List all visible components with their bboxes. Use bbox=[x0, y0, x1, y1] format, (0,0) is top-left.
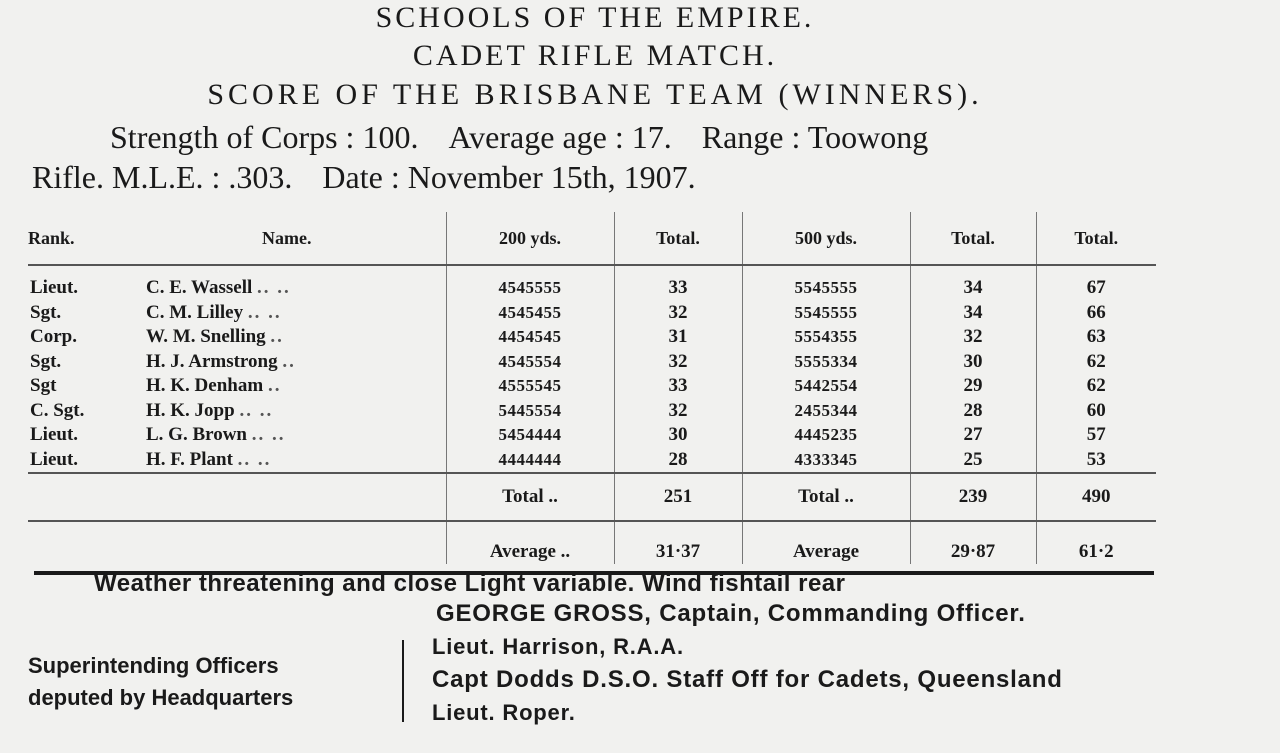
score-500-cell: 5442554 bbox=[742, 374, 910, 399]
total-500-cell: 34 bbox=[910, 301, 1036, 326]
score-200-cell: 4545555 bbox=[446, 265, 614, 301]
total-500-cell: 27 bbox=[910, 423, 1036, 448]
info-line-2 bbox=[32, 158, 696, 196]
name-cell bbox=[128, 399, 446, 424]
score-500-cell: 5555334 bbox=[742, 350, 910, 375]
totals-row bbox=[28, 473, 1156, 521]
total-label-500: Total .. bbox=[742, 473, 910, 521]
shooter-name: W. M. Snelling bbox=[146, 326, 266, 348]
score-200-cell: 4444444 bbox=[446, 448, 614, 474]
leader-dots: .. .. bbox=[257, 277, 291, 299]
rank-cell: Sgt. bbox=[30, 350, 62, 372]
average-label-500: Average bbox=[742, 521, 910, 564]
grand-total-cell: 62 bbox=[1036, 350, 1156, 375]
average-grand: 61·2 bbox=[1036, 521, 1156, 564]
leader-dots: .. bbox=[282, 350, 296, 372]
total-200-cell: 32 bbox=[614, 350, 742, 375]
score-table bbox=[28, 212, 1156, 564]
grand-total-cell: 62 bbox=[1036, 374, 1156, 399]
score-200-cell: 5445554 bbox=[446, 399, 614, 424]
title-line-1: SCHOOLS OF THE EMPIRE. bbox=[375, 1, 815, 34]
grand-total-cell: 57 bbox=[1036, 423, 1156, 448]
score-500-cell: 2455344 bbox=[742, 399, 910, 424]
total-500-cell: 25 bbox=[910, 448, 1036, 474]
rank-cell: Lieut. bbox=[30, 448, 79, 470]
shooter-name: C. E. Wassell bbox=[146, 277, 253, 299]
score-500-cell: 4445235 bbox=[742, 423, 910, 448]
info-line-1 bbox=[110, 118, 928, 156]
table-row bbox=[28, 301, 1156, 326]
sum-grand: 490 bbox=[1036, 473, 1156, 521]
name-cell bbox=[128, 374, 446, 399]
average-500: 29·87 bbox=[910, 521, 1036, 564]
table-row bbox=[28, 448, 1156, 474]
name-cell bbox=[128, 301, 446, 326]
table-row bbox=[28, 350, 1156, 375]
score-500-cell: 5545555 bbox=[742, 265, 910, 301]
rank-cell: C. Sgt. bbox=[30, 399, 85, 421]
total-200-cell: 31 bbox=[614, 325, 742, 350]
total-500-cell: 34 bbox=[910, 265, 1036, 301]
score-500-cell: 5554355 bbox=[742, 325, 910, 350]
name-cell bbox=[128, 423, 446, 448]
total-200-cell: 32 bbox=[614, 301, 742, 326]
table-header-row bbox=[28, 212, 1156, 265]
header-name: Name. bbox=[128, 212, 446, 265]
average-200: 31·37 bbox=[614, 521, 742, 564]
shooter-name: H. K. Jopp bbox=[146, 399, 235, 421]
officer-2: Capt Dodds D.S.O. Staff Off for Cadets, Queensland bbox=[432, 666, 1063, 693]
title-line-3: SCORE OF THE BRISBANE TEAM (WINNERS). bbox=[207, 78, 983, 111]
table-row bbox=[28, 374, 1156, 399]
table-row bbox=[28, 399, 1156, 424]
commanding-officer: GEORGE GROSS, Captain, Commanding Officer. bbox=[436, 600, 1026, 627]
leader-dots: .. .. bbox=[239, 399, 274, 421]
name-cell bbox=[128, 265, 446, 301]
superintending-label bbox=[28, 650, 293, 714]
rank-cell: Corp. bbox=[30, 326, 77, 348]
header-200yds: 200 yds. bbox=[446, 212, 614, 265]
grand-total-cell: 53 bbox=[1036, 448, 1156, 474]
header-grand-total: Total. bbox=[1036, 212, 1156, 265]
rank-cell: Lieut. bbox=[30, 277, 79, 299]
rank-cell: Sgt bbox=[30, 375, 57, 397]
leader-dots: .. bbox=[270, 326, 284, 348]
score-200-cell: 4545455 bbox=[446, 301, 614, 326]
rifle: Rifle. M.L.E. : .303. bbox=[32, 159, 293, 195]
grand-total-cell: 63 bbox=[1036, 325, 1156, 350]
match-date: Date : November 15th, 1907. bbox=[322, 159, 696, 195]
brace-mark bbox=[402, 640, 418, 722]
header-500yds: 500 yds. bbox=[742, 212, 910, 265]
total-500-cell: 29 bbox=[910, 374, 1036, 399]
average-label-200: Average .. bbox=[446, 521, 614, 564]
header-total-200: Total. bbox=[614, 212, 742, 265]
name-cell bbox=[128, 325, 446, 350]
range: Range : Toowong bbox=[701, 119, 929, 155]
officer-1: Lieut. Harrison, R.A.A. bbox=[432, 634, 684, 659]
shooter-name: H. J. Armstrong bbox=[146, 350, 278, 372]
total-200-cell: 28 bbox=[614, 448, 742, 474]
total-500-cell: 30 bbox=[910, 350, 1036, 375]
name-cell bbox=[128, 448, 446, 474]
superintending-line-2: deputed by Headquarters bbox=[28, 685, 294, 710]
header-total-500: Total. bbox=[910, 212, 1036, 265]
leader-dots: .. bbox=[267, 375, 282, 397]
score-200-cell: 4454545 bbox=[446, 325, 614, 350]
total-200-cell: 33 bbox=[614, 374, 742, 399]
weather-note: Weather threatening and close Light variable. Wind fishtail rear bbox=[94, 570, 846, 597]
score-200-cell: 4555545 bbox=[446, 374, 614, 399]
strength-of-corps: Strength of Corps : 100. bbox=[110, 119, 419, 155]
total-label-200: Total .. bbox=[446, 473, 614, 521]
score-500-cell: 4333345 bbox=[742, 448, 910, 474]
leader-dots: .. .. bbox=[237, 448, 272, 470]
total-200-cell: 33 bbox=[614, 265, 742, 301]
shooter-name: H. F. Plant bbox=[146, 448, 233, 470]
total-500-cell: 32 bbox=[910, 325, 1036, 350]
average-age: Average age : 17. bbox=[448, 119, 672, 155]
score-200-cell: 4545554 bbox=[446, 350, 614, 375]
averages-row bbox=[28, 521, 1156, 564]
sum-200: 251 bbox=[614, 473, 742, 521]
table-row bbox=[28, 423, 1156, 448]
name-cell bbox=[128, 350, 446, 375]
table-row bbox=[28, 325, 1156, 350]
title-line-2: CADET RIFLE MATCH. bbox=[412, 39, 778, 72]
superintending-line-1: Superintending Officers bbox=[28, 653, 279, 678]
sum-500: 239 bbox=[910, 473, 1036, 521]
leader-dots: .. .. bbox=[251, 424, 286, 446]
total-200-cell: 32 bbox=[614, 399, 742, 424]
shooter-name: L. G. Brown bbox=[146, 424, 248, 446]
grand-total-cell: 67 bbox=[1036, 265, 1156, 301]
grand-total-cell: 60 bbox=[1036, 399, 1156, 424]
shooter-name: C. M. Lilley bbox=[146, 301, 244, 323]
rank-cell: Lieut. bbox=[30, 424, 79, 446]
score-200-cell: 5454444 bbox=[446, 423, 614, 448]
total-500-cell: 28 bbox=[910, 399, 1036, 424]
grand-total-cell: 66 bbox=[1036, 301, 1156, 326]
rank-cell: Sgt. bbox=[30, 301, 62, 323]
officer-3: Lieut. Roper. bbox=[432, 700, 576, 725]
header-rank: Rank. bbox=[28, 212, 128, 265]
score-500-cell: 5545555 bbox=[742, 301, 910, 326]
shooter-name: H. K. Denham bbox=[146, 375, 264, 397]
total-200-cell: 30 bbox=[614, 423, 742, 448]
table-row bbox=[28, 265, 1156, 301]
leader-dots: .. .. bbox=[247, 301, 282, 323]
